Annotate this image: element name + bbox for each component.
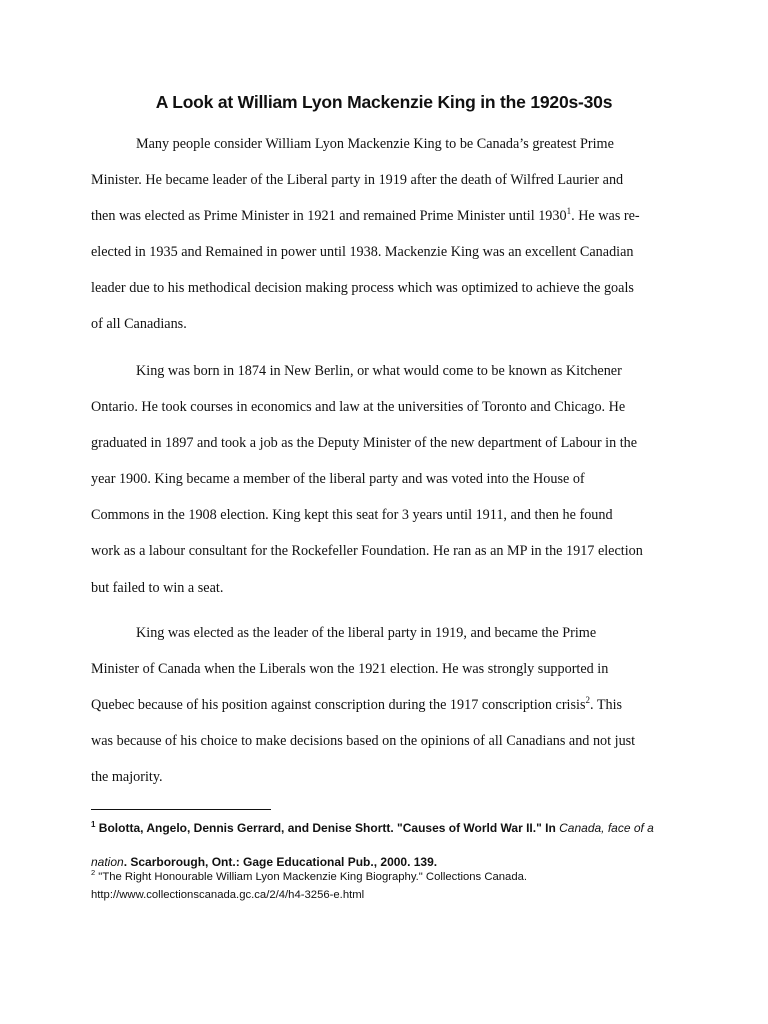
footnote-line (91, 811, 691, 845)
footnote-text: "The Right Honourable William Lyon Mackenzie King Biography." Collections Canada. (95, 871, 528, 883)
line-text: . This (589, 697, 623, 714)
line-text: Quebec because of his position against conscription during the 1917 conscription crisis (91, 697, 586, 714)
paragraph-line: graduated in 1897 and took a job as the Deputy Minister of the new department of Labour in the (91, 435, 638, 452)
paragraph-line: Many people consider William Lyon Mackenzie King to be Canada’s greatest Prime (136, 136, 614, 152)
footnote-marker: 2 (91, 868, 96, 877)
paragraph-line: year 1900. King became a member of the liberal party and was voted into the House of (91, 471, 585, 488)
footnote-italic-text: Canada, face of a (559, 821, 654, 835)
paragraph-line: Minister of Canada when the Liberals won the 1921 election. He was strongly supported in (91, 661, 609, 678)
paragraph-line: King was born in 1874 in New Berlin, or what would come to be known as Kitchener (136, 363, 622, 379)
footnote-url-link[interactable]: http://www.collectionscanada.gc.ca/2/4/h4-3256-e.html (91, 889, 365, 901)
footnote-ref-1[interactable]: 1 (566, 206, 572, 217)
footnote-italic-text: nation (91, 855, 124, 869)
paragraph-line: Ontario. He took courses in economics and law at the universities of Toronto and Chicago. He (91, 399, 626, 416)
paragraph-line: but failed to win a seat. (91, 579, 224, 596)
paragraph-line: the majority. (91, 769, 163, 786)
footnote-text: . Scarborough, Ont.: Gage Educational Pub., 2000. 139. (123, 855, 438, 869)
paragraph-line: was because of his choice to make decisions based on the opinions of all Canadians and not just (91, 733, 636, 750)
document-title: A Look at William Lyon Mackenzie King in the 1920s-30s (155, 92, 613, 112)
paragraph-line: work as a labour consultant for the Rockefeller Foundation. He ran as an MP in the 1917 election (91, 543, 643, 560)
footnote-2 (91, 868, 691, 904)
paragraph-line: Minister. He became leader of the Liberal party in 1919 after the death of Wilfred Laurier and (91, 172, 624, 189)
paragraph-line: of all Canadians. (91, 316, 187, 333)
paragraph-1 (91, 126, 679, 343)
footnote-separator (91, 809, 271, 810)
footnote-line (91, 868, 691, 886)
footnote-text: Bolotta, Angelo, Dennis Gerrard, and Denise Shortt. "Causes of World War II." In (95, 821, 560, 835)
paragraph-line (91, 687, 679, 723)
line-text: . He was re- (571, 208, 640, 225)
paragraph-3 (91, 615, 679, 795)
footnote-marker: 1 (91, 820, 96, 829)
paragraph-line: elected in 1935 and Remained in power until 1938. Mackenzie King was an excellent Canadian (91, 244, 634, 261)
paragraph-line: leader due to his methodical decision making process which was optimized to achieve the goals (91, 280, 634, 297)
paragraph-line: Commons in the 1908 election. King kept this seat for 3 years until 1911, and then he found (91, 507, 613, 524)
line-text: then was elected as Prime Minister in 1921 and remained Prime Minister until 1930 (91, 208, 567, 225)
paragraph-2 (91, 353, 679, 606)
footnote-ref-2[interactable]: 2 (585, 695, 590, 706)
paragraph-line (91, 198, 679, 234)
paragraph-line: King was elected as the leader of the liberal party in 1919, and became the Prime (136, 625, 597, 641)
